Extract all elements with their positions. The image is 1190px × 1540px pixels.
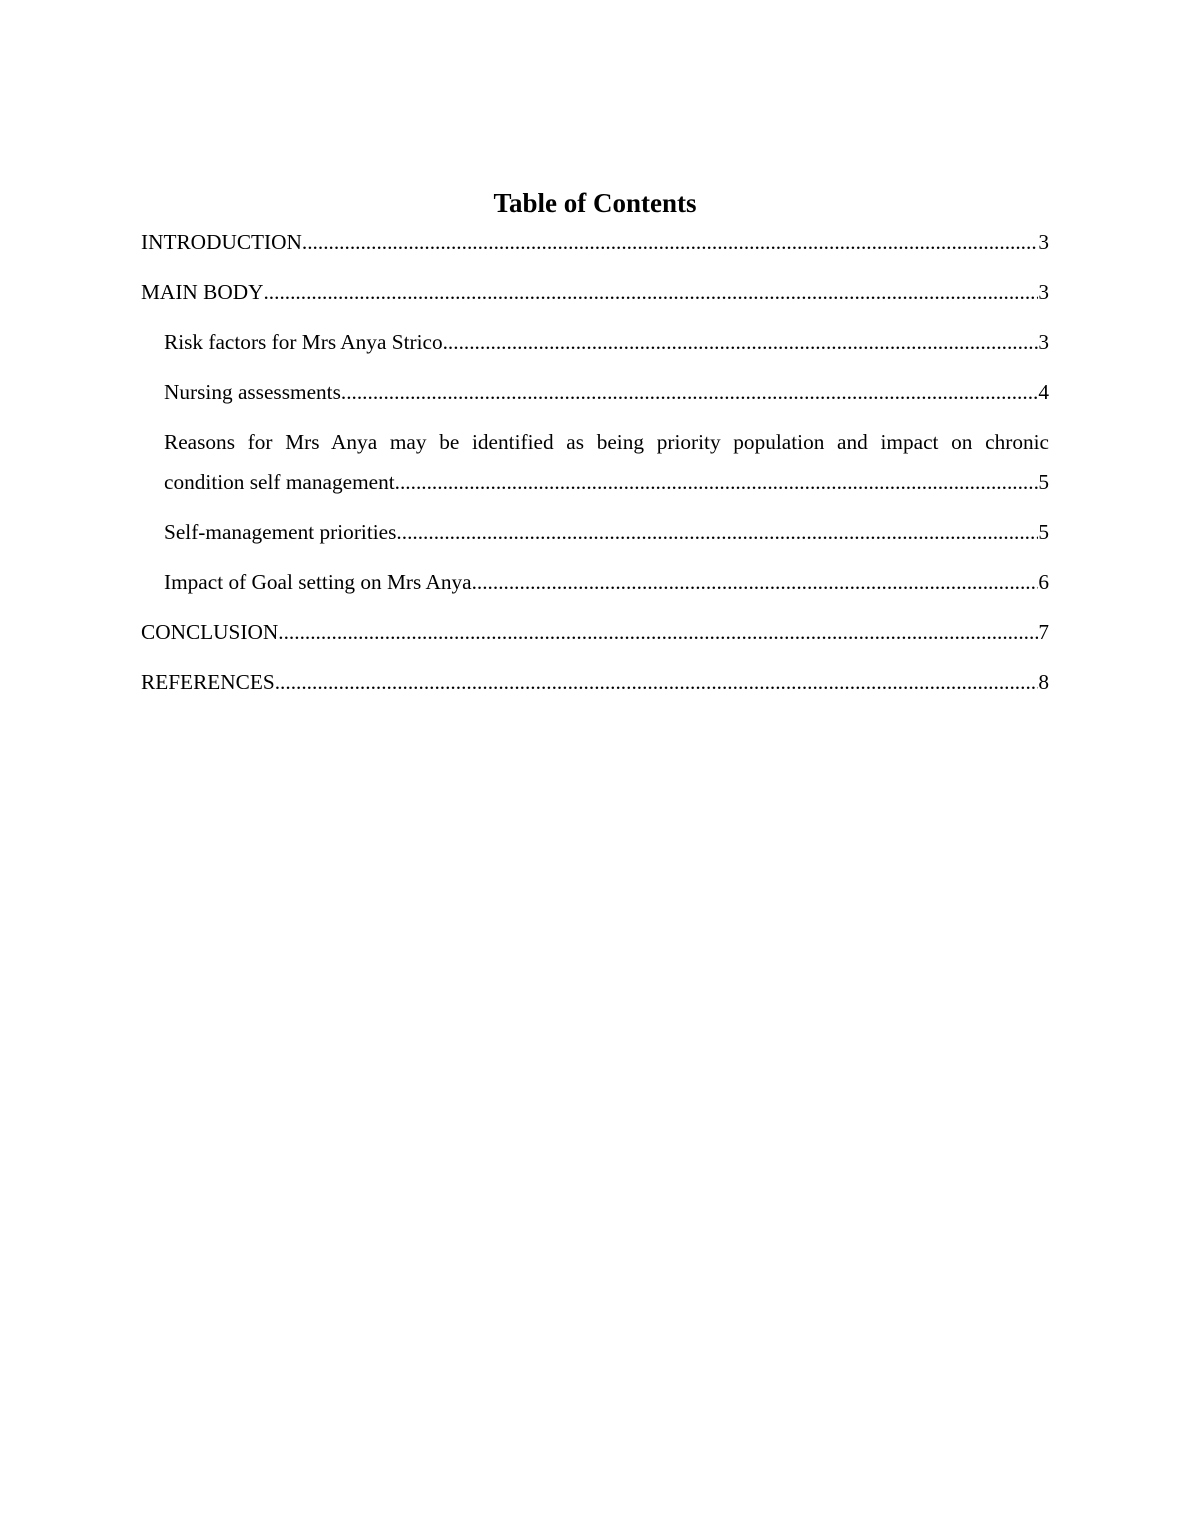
toc-entry-page: 3 <box>1038 330 1049 354</box>
toc-entry-conclusion[interactable] <box>141 612 1049 652</box>
toc-entry-page: 7 <box>1038 620 1049 644</box>
toc-entry-label: Risk factors for Mrs Anya Strico <box>164 330 443 354</box>
toc-entry-page: 6 <box>1038 570 1049 594</box>
toc-entry-goal-setting[interactable] <box>141 562 1049 602</box>
toc-entry-label: CONCLUSION <box>141 620 279 644</box>
toc-entry-page: 3 <box>1038 230 1049 254</box>
dot-leader <box>443 322 1039 362</box>
toc-entry-page: 5 <box>1038 470 1049 494</box>
dot-leader <box>395 462 1039 502</box>
toc-entry-label-line2: condition self management <box>164 470 395 494</box>
toc-entry-label: Nursing assessments <box>164 380 341 404</box>
toc-title: Table of Contents <box>493 188 697 218</box>
toc-list <box>141 222 1049 712</box>
dot-leader <box>396 512 1038 552</box>
toc-entry-page: 8 <box>1038 670 1049 694</box>
dot-leader <box>472 562 1039 602</box>
toc-entry-page: 5 <box>1038 520 1049 544</box>
toc-entry-label: Impact of Goal setting on Mrs Anya <box>164 570 472 594</box>
toc-entry-label: MAIN BODY <box>141 280 264 304</box>
toc-entry-label-line1: Reasons for Mrs Anya may be identified as being priority population and impact on chronic <box>164 430 1049 454</box>
dot-leader <box>278 612 1038 652</box>
toc-entry-label: INTRODUCTION <box>141 230 302 254</box>
toc-entry-introduction[interactable] <box>141 222 1049 262</box>
toc-entry-self-management[interactable] <box>141 512 1049 552</box>
toc-entry-page: 4 <box>1038 380 1049 404</box>
dot-leader <box>341 372 1038 412</box>
dot-leader <box>302 222 1038 262</box>
toc-entry-references[interactable] <box>141 662 1049 702</box>
dot-leader <box>275 662 1039 702</box>
toc-entry-page: 3 <box>1038 280 1049 304</box>
dot-leader <box>263 272 1038 312</box>
toc-entry-label: Self-management priorities <box>164 520 397 544</box>
toc-entry-risk-factors[interactable] <box>141 322 1049 362</box>
toc-entry-main-body[interactable] <box>141 272 1049 312</box>
toc-entry-priority-population[interactable] <box>141 422 1049 502</box>
toc-entry-nursing-assessments[interactable] <box>141 372 1049 412</box>
toc-entry-label: REFERENCES <box>141 670 275 694</box>
